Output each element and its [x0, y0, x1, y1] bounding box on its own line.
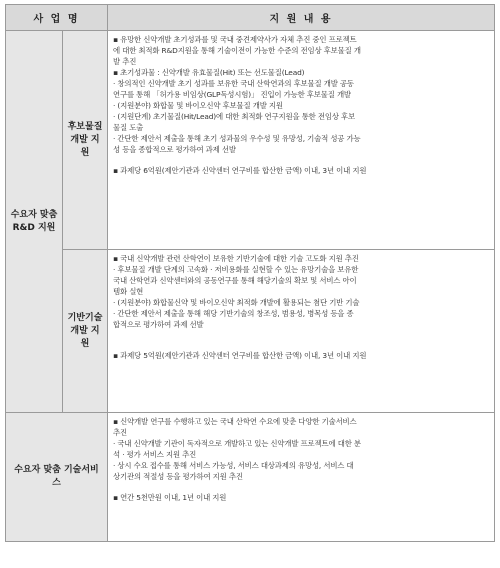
content-line: ▪ 유망한 신약개발 초기성과를 및 국내 중견제약사가 자체 추진 중인 프로젝트 [113, 35, 357, 44]
content-line: 물질 도출 [113, 123, 144, 132]
content-line: · (지원분야) 화합물 및 바이오신약 후보물질 개발 지원 [113, 101, 283, 110]
header-program-name: 사 업 명 [6, 5, 108, 31]
sub-program-candidate-label: 후보물질 개발 지원 [67, 121, 103, 158]
content-line: ▪ 초기성과물 : 신약개발 유효물질(Hit) 또는 선도물질(Lead) [113, 68, 305, 77]
content-line: · 후보물질 개발 단계의 고속화 · 저비용화를 실현할 수 있는 유망기술을 보유한 [113, 265, 359, 274]
content-line: ▪ 연간 5천만원 이내, 1년 이내 지원 [113, 493, 227, 502]
content-line: 상기관의 적절성 등을 평가하여 지원 추진 [113, 472, 243, 481]
content-candidate [108, 31, 495, 250]
header-support-content: 지 원 내 용 [108, 5, 495, 31]
content-line: 성 등을 종합적으로 평가하여 과제 선발 [113, 145, 236, 154]
content-line: 에 대한 최적화 R&D지원을 통해 기술이전이 가능한 수준의 전임상 후보물질 개 [113, 46, 361, 55]
content-platform [108, 250, 495, 413]
content-platform-lines [113, 253, 489, 361]
sub-program-platform-label: 기반기술 개발 지원 [67, 312, 103, 349]
content-line: · 간단한 제안서 제출을 통해 초기 성과물의 우수성 및 유망성, 기술적 성공 가능 [113, 134, 361, 143]
content-line: · 간단한 제안서 제출을 통해 해당 기반기술의 창조성, 범용성, 병목성 등을 종 [113, 309, 354, 318]
content-line: 추진 [113, 428, 127, 437]
content-line: 합적으로 평가하여 과제 선발 [113, 320, 204, 329]
table-row [6, 31, 495, 250]
content-line: · 상시 수요 접수를 통해 서비스 가능성, 서비스 대상과제의 유망성, 서비스 대 [113, 461, 354, 470]
content-line: ▪ 국내 신약개발 관련 산학연이 보유한 기반기술에 대한 기술 고도화 지원 추진 [113, 254, 359, 263]
support-program-table-wrapper [5, 4, 494, 542]
content-line: ▪ 신약개발 연구를 수행하고 있는 국내 산학연 수요에 맞춘 다양한 기술서비스 [113, 417, 357, 426]
content-line: · 국내 신약개발 기관이 독자적으로 개발하고 있는 신약개발 프로젝트에 대한 분 [113, 439, 361, 448]
content-line: 연구를 통해 「허가용 비임상(GLP독성시험)」 진입이 가능한 후보물질 개발 [113, 90, 351, 99]
content-line: · 창의적인 신약개발 초기 성과를 보유한 국내 산학연과의 후보물질 개발 공동 [113, 79, 354, 88]
content-line: 석 · 평가 서비스 지원 추진 [113, 450, 197, 459]
content-line [113, 340, 489, 350]
content-line: ▪ 과제당 6억원(제안기관과 신약센터 연구비를 합산한 금액) 이내, 3년 이내 지원 [113, 166, 367, 175]
content-line: · (지원단계) 초기물질(Hit/Lead)에 대한 최적화 연구지원을 통한 전임상 후보 [113, 112, 356, 121]
content-line [113, 155, 489, 165]
table-row [6, 413, 495, 542]
content-line: · (지원분야) 화합물신약 및 바이오신약 최적화 개발에 활용되는 첨단 기반 기술 [113, 298, 360, 307]
program-name-service [6, 413, 108, 542]
content-service-lines [113, 416, 489, 503]
program-name-rnd [6, 31, 63, 413]
content-line: 발 추진 [113, 57, 137, 66]
content-line [113, 482, 489, 492]
content-service [108, 413, 495, 542]
content-line [113, 330, 489, 340]
support-program-table [5, 4, 495, 542]
sub-program-candidate [63, 31, 108, 250]
content-line: ▪ 과제당 5억원(제안기관과 신약센터 연구비를 합산한 금액) 이내, 3년 이내 지원 [113, 351, 367, 360]
program-name-service-label: 수요자 맞춤 기술서비스 [14, 465, 99, 488]
program-name-rnd-label: 수요자 맞춤 R&D 지원 [10, 209, 58, 233]
table-row [6, 250, 495, 413]
content-line: 템화 실현 [113, 287, 144, 296]
content-candidate-lines [113, 34, 489, 176]
sub-program-platform [63, 250, 108, 413]
table-header-row [6, 5, 495, 31]
content-line: 국내 산학연과 신약센터와의 공동연구를 통해 해당기술의 확보 및 서비스 아이 [113, 276, 357, 285]
